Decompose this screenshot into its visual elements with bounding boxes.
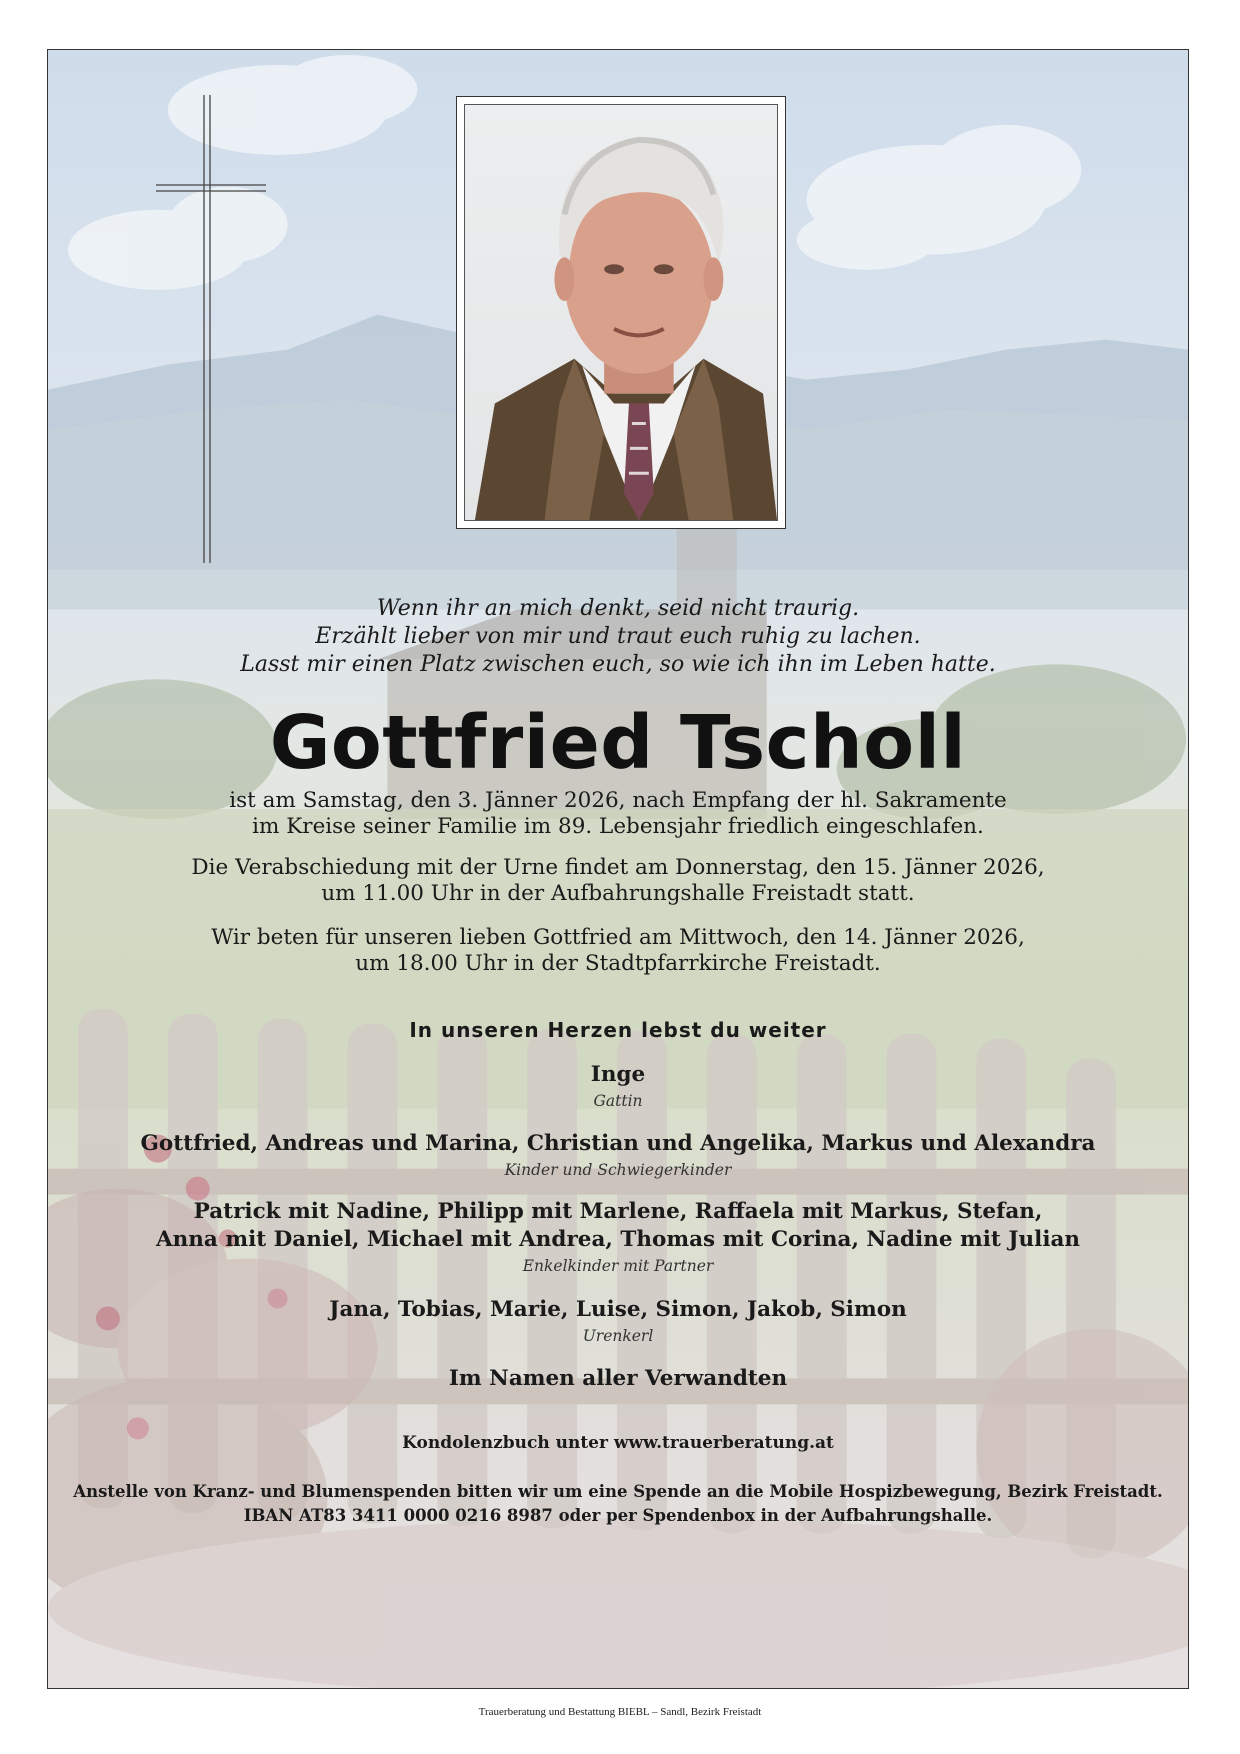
death-announcement <box>48 788 1188 840</box>
grandchildren-line: Anna mit Daniel, Michael mit Andrea, Thomas mit Corina, Nadine mit Julian <box>155 1227 1081 1252</box>
poem-line: Erzählt lieber von mir und traut euch ruhig zu lachen. <box>315 624 921 649</box>
obituary-card <box>47 49 1189 1689</box>
grandchildren-line: Patrick mit Nadine, Philipp mit Marlene, Raffaela mit Markus, Stefan, <box>193 1199 1043 1224</box>
spouse-names: Inge <box>590 1062 646 1087</box>
children-relation: Kinder und Schwiegerkinder <box>504 1161 732 1179</box>
portrait-photo <box>464 104 778 521</box>
announcement-line: ist am Samstag, den 3. Jänner 2026, nach Empfang der hl. Sakramente <box>229 788 1007 813</box>
farewell-line: Die Verabschiedung mit der Urne findet am Donnerstag, den 15. Jänner 2026, <box>191 855 1045 880</box>
prayer-info <box>48 925 1188 977</box>
donation-line: Anstelle von Kranz- und Blumenspenden bitten wir um eine Spende an die Mobile Hospizbewegung, Bezirk Freistadt. <box>73 1482 1163 1501</box>
announcement-line: im Kreise seiner Familie im 89. Lebensjahr friedlich eingeschlafen. <box>252 814 984 839</box>
portrait-frame <box>456 96 786 529</box>
condolence-book: Kondolenzbuch unter www.trauerberatung.at <box>402 1433 834 1453</box>
poem-line: Wenn ihr an mich denkt, seid nicht traurig. <box>376 596 860 621</box>
farewell-info <box>48 855 1188 907</box>
grandchildren-names <box>48 1198 1188 1254</box>
closing-line: Im Namen aller Verwandten <box>448 1366 788 1391</box>
great-grandchildren-names: Jana, Tobias, Marie, Luise, Simon, Jakob, Simon <box>329 1297 907 1322</box>
grandchildren-relation: Enkelkinder mit Partner <box>522 1257 714 1275</box>
poem-line: Lasst mir einen Platz zwischen euch, so wie ich ihn im Leben hatte. <box>240 652 996 677</box>
prayer-line: um 18.00 Uhr in der Stadtpfarrkirche Freistadt. <box>355 951 881 976</box>
great-grandchildren-relation: Urenkerl <box>582 1327 654 1345</box>
cross-icon <box>156 95 266 565</box>
funeral-home-footer: Trauerberatung und Bestattung BIEBL – Sandl, Bezirk Freistadt <box>478 1706 762 1718</box>
portrait-illustration <box>465 105 777 520</box>
children-names: Gottfried, Andreas und Marina, Christian und Angelika, Markus und Alexandra <box>140 1131 1096 1156</box>
spouse-relation: Gattin <box>593 1092 643 1110</box>
deceased-name: Gottfried Tscholl <box>269 700 967 786</box>
donation-iban: IBAN AT83 3411 0000 0216 8987 oder per Spendenbox in der Aufbahrungshalle. <box>243 1506 993 1525</box>
donation-note <box>48 1480 1188 1528</box>
hearts-heading: In unseren Herzen lebst du weiter <box>409 1018 827 1042</box>
poem <box>48 595 1188 679</box>
prayer-line: Wir beten für unseren lieben Gottfried am Mittwoch, den 14. Jänner 2026, <box>211 925 1025 950</box>
farewell-line: um 11.00 Uhr in der Aufbahrungshalle Freistadt statt. <box>321 881 915 906</box>
